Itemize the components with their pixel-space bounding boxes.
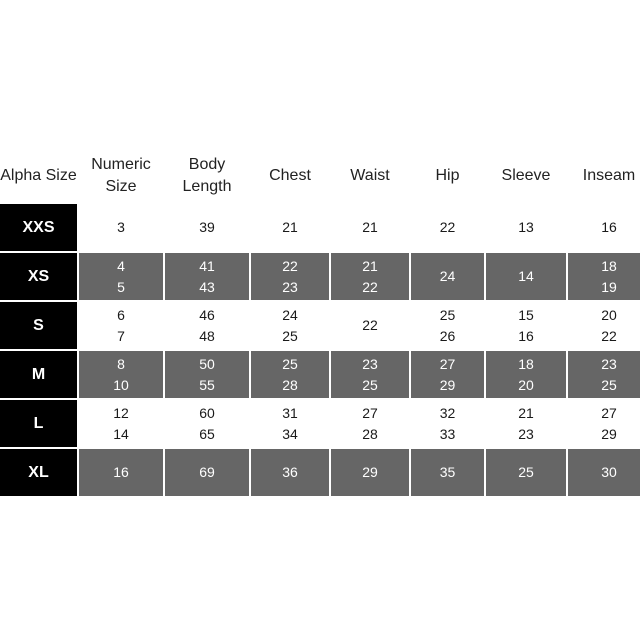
sleeve-cell: [486, 302, 566, 349]
cell-value: 20: [518, 376, 534, 393]
cell-value: 21: [362, 257, 378, 274]
alpha-size-cell: XS: [0, 253, 77, 300]
cell-value: 25: [282, 355, 298, 372]
table-row: [0, 204, 640, 251]
cell-value: 23: [282, 278, 298, 295]
cell-value: 25: [518, 464, 534, 480]
cell-value: 27: [601, 404, 617, 421]
inseam-cell: [568, 253, 640, 300]
cell-value: 28: [362, 425, 378, 442]
waist-cell: [331, 351, 409, 398]
cell-value: 22: [439, 219, 456, 235]
cell-value: 21: [362, 219, 378, 235]
cell-value: 21: [518, 404, 534, 421]
cell-value: 26: [439, 327, 456, 344]
alpha-size-cell: S: [0, 302, 77, 349]
hip-cell: [411, 449, 484, 496]
chest-cell: [251, 204, 329, 251]
cell-value: 21: [282, 219, 298, 235]
waist-cell: [331, 449, 409, 496]
sleeve-cell: [486, 400, 566, 447]
cell-value: 20: [601, 306, 617, 323]
header-sleeve: Sleeve: [501, 167, 551, 184]
cell-value: 60: [199, 404, 215, 421]
body-length-cell: [165, 351, 249, 398]
inseam-cell: [568, 302, 640, 349]
hip-cell: [411, 302, 484, 349]
table-row: [0, 449, 640, 496]
cell-value: 6: [117, 306, 125, 323]
cell-value: 27: [439, 355, 456, 372]
cell-value: 19: [601, 278, 617, 295]
size-chart-table: [0, 148, 640, 498]
sleeve-cell: [486, 449, 566, 496]
body-length-cell: [165, 253, 249, 300]
cell-value: 4: [117, 257, 125, 274]
cell-value: 50: [199, 355, 215, 372]
cell-value: 31: [282, 404, 298, 421]
waist-cell: [331, 204, 409, 251]
cell-value: 10: [113, 376, 129, 393]
cell-value: 22: [601, 327, 617, 344]
table-row: [0, 253, 640, 300]
body-length-cell: [165, 449, 249, 496]
cell-value: 22: [362, 278, 378, 295]
cell-value: 15: [518, 306, 534, 323]
body-length-cell: [165, 204, 249, 251]
header-row: [0, 150, 640, 202]
waist-cell: [331, 400, 409, 447]
alpha-size-cell: XL: [0, 449, 77, 496]
header-body-length: Body Length: [182, 156, 232, 195]
cell-value: 25: [439, 306, 456, 323]
numeric-size-cell: [79, 253, 163, 300]
hip-cell: [411, 351, 484, 398]
cell-value: 29: [601, 425, 617, 442]
table-row: [0, 400, 640, 447]
cell-value: 24: [439, 268, 456, 284]
cell-value: 28: [282, 376, 298, 393]
hip-cell: [411, 204, 484, 251]
cell-value: 55: [199, 376, 215, 393]
header-chest: Chest: [269, 167, 311, 184]
cell-value: 12: [113, 404, 129, 421]
cell-value: 27: [362, 404, 378, 421]
table-row: [0, 351, 640, 398]
cell-value: 29: [362, 464, 378, 480]
sleeve-cell: [486, 204, 566, 251]
cell-value: 16: [518, 327, 534, 344]
cell-value: 34: [282, 425, 298, 442]
cell-value: 41: [199, 257, 215, 274]
cell-value: 30: [601, 464, 617, 480]
header-hip: Hip: [435, 167, 460, 184]
cell-value: 7: [117, 327, 125, 344]
cell-value: 14: [518, 268, 534, 284]
numeric-size-cell: [79, 204, 163, 251]
size-rows: [0, 204, 640, 496]
header-alpha-size: Alpha Size: [0, 167, 77, 184]
body-length-cell: [165, 302, 249, 349]
sleeve-cell: [486, 253, 566, 300]
hip-cell: [411, 253, 484, 300]
alpha-size-cell: XXS: [0, 204, 77, 251]
alpha-size-cell: M: [0, 351, 77, 398]
table-row: [0, 302, 640, 349]
cell-value: 18: [601, 257, 617, 274]
cell-value: 25: [601, 376, 617, 393]
inseam-cell: [568, 351, 640, 398]
waist-cell: [331, 302, 409, 349]
cell-value: 32: [439, 404, 456, 421]
inseam-cell: [568, 400, 640, 447]
sleeve-cell: [486, 351, 566, 398]
cell-value: 22: [362, 317, 378, 333]
cell-value: 13: [518, 219, 534, 235]
cell-value: 23: [362, 355, 378, 372]
cell-value: 29: [439, 376, 456, 393]
cell-value: 39: [199, 219, 215, 235]
header-inseam: Inseam: [582, 167, 636, 184]
cell-value: 35: [439, 464, 456, 480]
alpha-size-cell: L: [0, 400, 77, 447]
cell-value: 16: [601, 219, 617, 235]
cell-value: 18: [518, 355, 534, 372]
chest-cell: [251, 351, 329, 398]
cell-value: 69: [199, 464, 215, 480]
inseam-cell: [568, 204, 640, 251]
cell-value: 65: [199, 425, 215, 442]
numeric-size-cell: [79, 449, 163, 496]
cell-value: 25: [282, 327, 298, 344]
numeric-size-cell: [79, 400, 163, 447]
cell-value: 23: [518, 425, 534, 442]
cell-value: 33: [439, 425, 456, 442]
cell-value: 16: [113, 464, 129, 480]
chest-cell: [251, 302, 329, 349]
chest-cell: [251, 449, 329, 496]
cell-value: 46: [199, 306, 215, 323]
inseam-cell: [568, 449, 640, 496]
cell-value: 24: [282, 306, 298, 323]
cell-value: 48: [199, 327, 215, 344]
cell-value: 25: [362, 376, 378, 393]
chest-cell: [251, 253, 329, 300]
cell-value: 22: [282, 257, 298, 274]
cell-value: 5: [117, 278, 125, 295]
cell-value: 23: [601, 355, 617, 372]
body-length-cell: [165, 400, 249, 447]
numeric-size-cell: [79, 302, 163, 349]
cell-value: 36: [282, 464, 298, 480]
cell-value: 3: [117, 219, 125, 235]
cell-value: 43: [199, 278, 215, 295]
numeric-size-cell: [79, 351, 163, 398]
header-numeric-size: Numeric Size: [91, 156, 151, 195]
hip-cell: [411, 400, 484, 447]
cell-value: 14: [113, 425, 129, 442]
cell-value: 8: [117, 355, 125, 372]
header-waist: Waist: [350, 167, 390, 184]
chest-cell: [251, 400, 329, 447]
waist-cell: [331, 253, 409, 300]
